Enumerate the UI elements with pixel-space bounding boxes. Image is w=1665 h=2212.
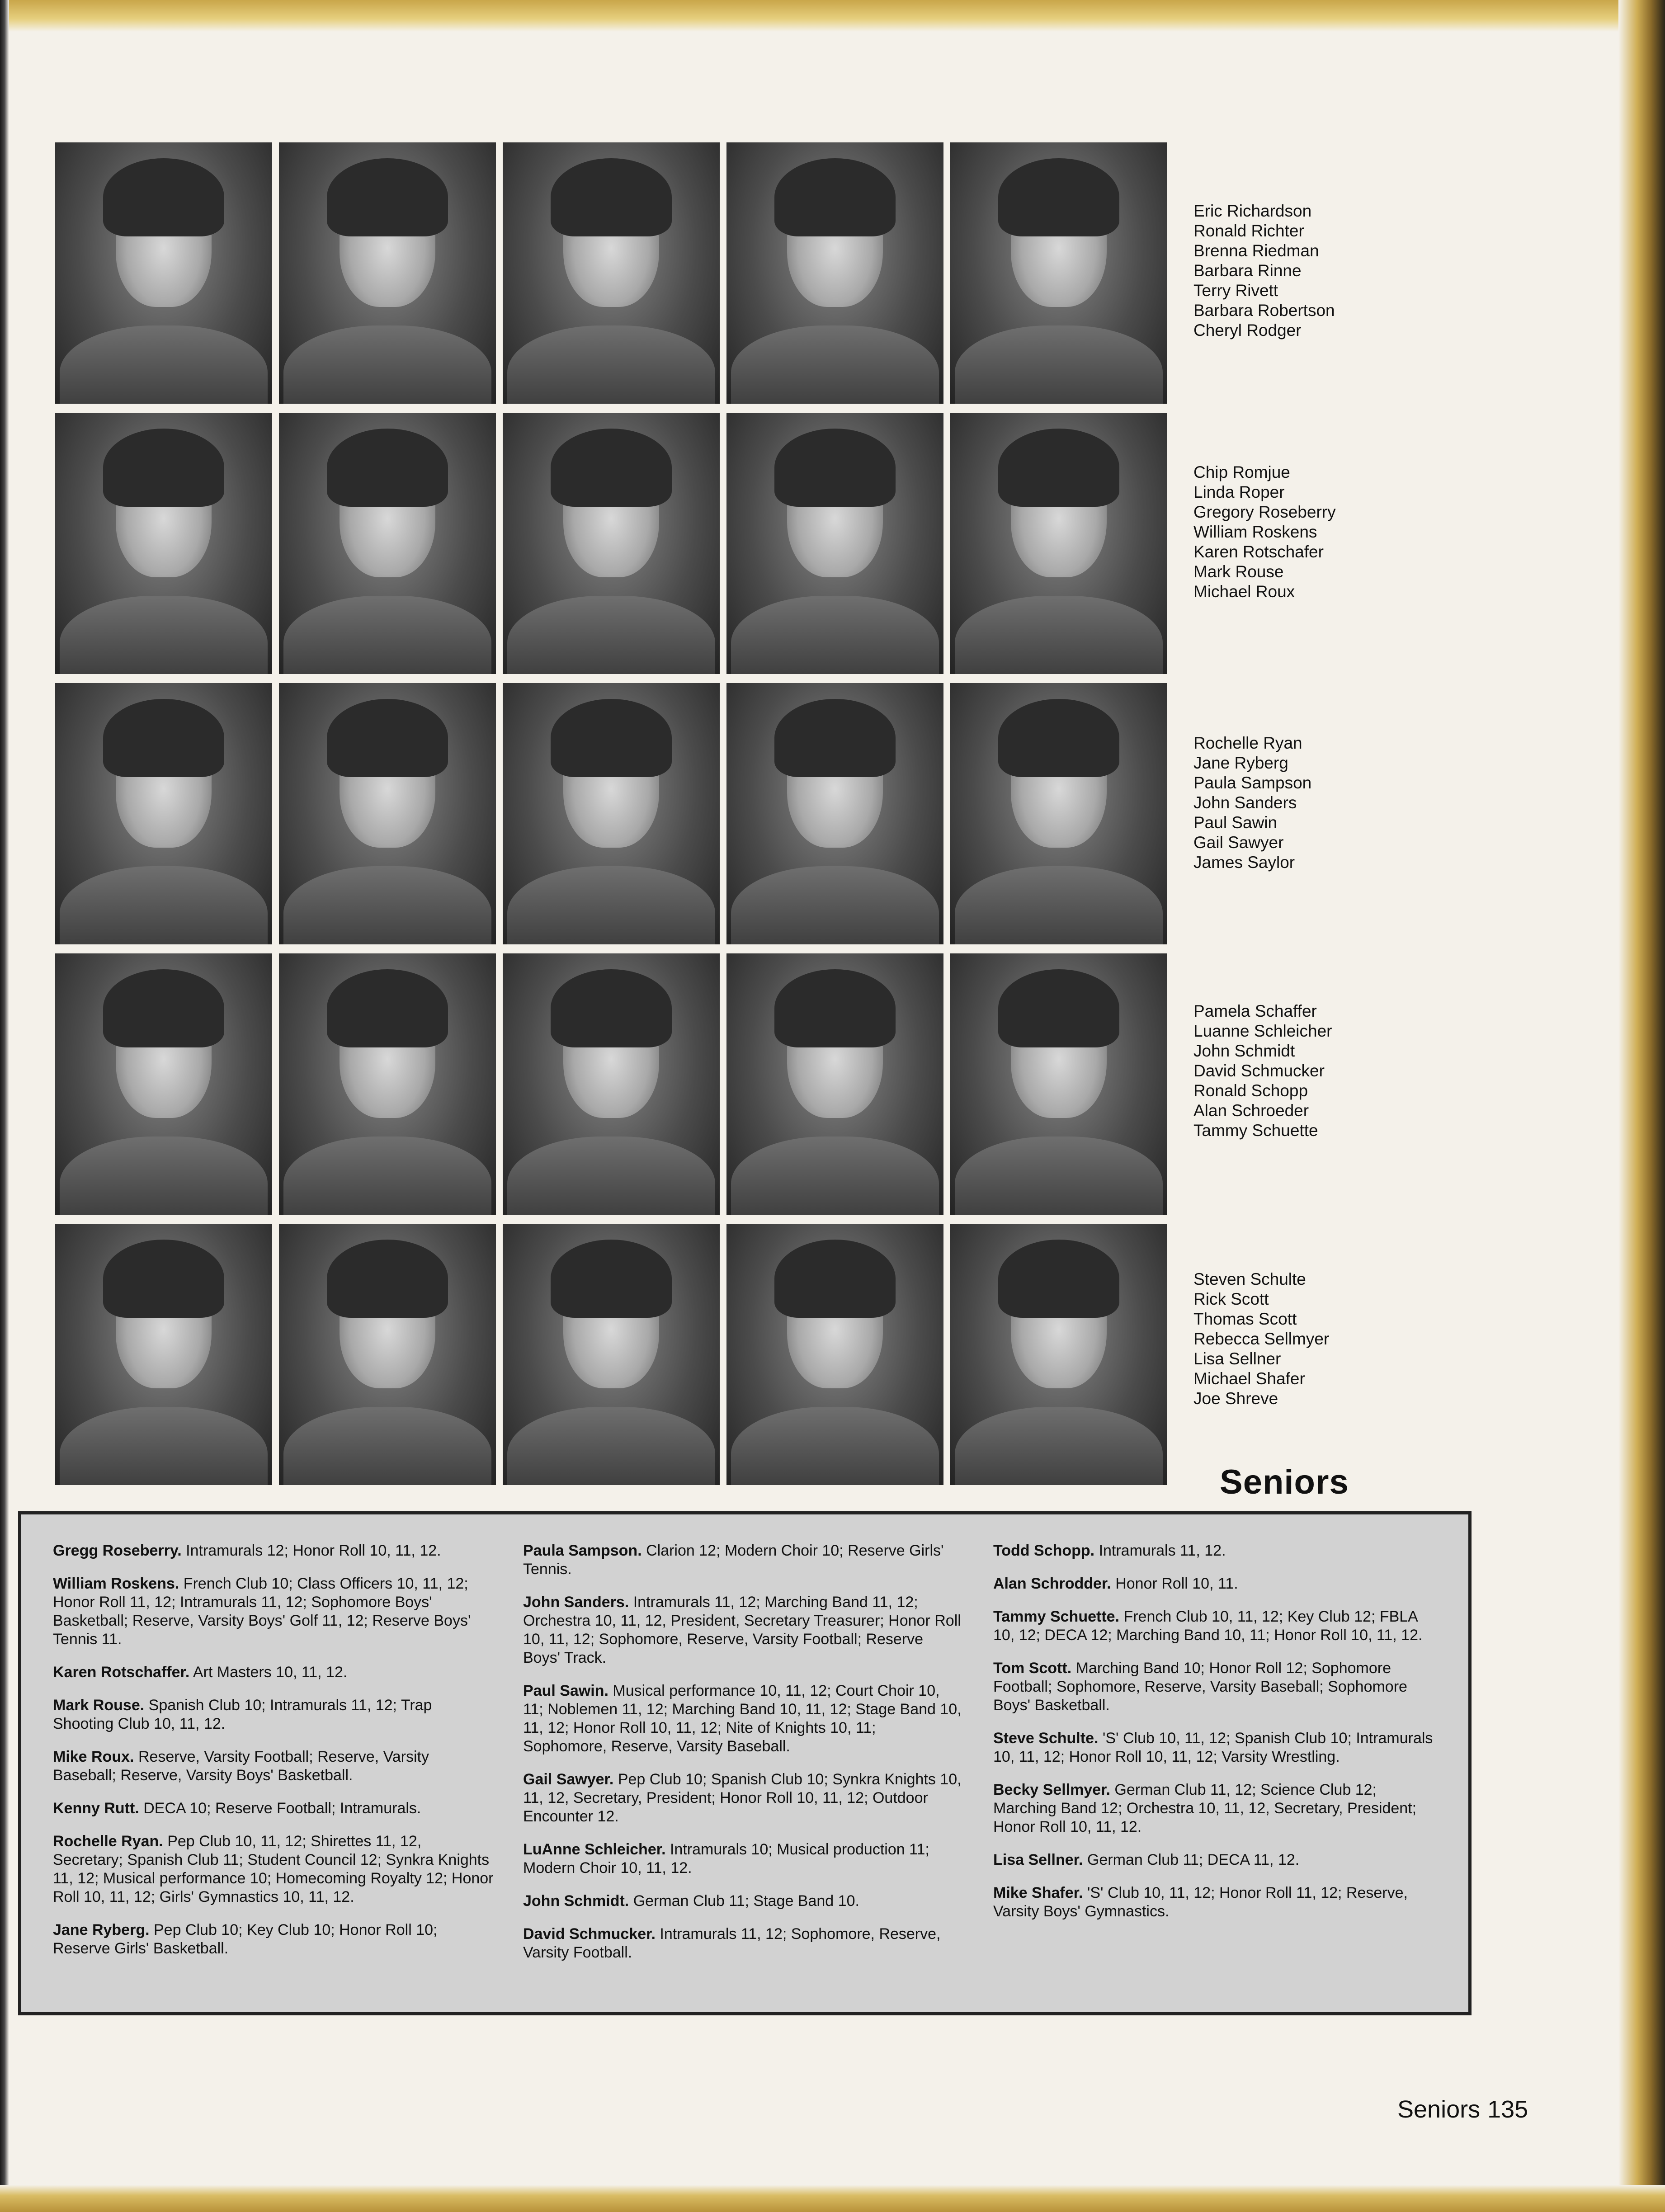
bio-entry: [993, 1729, 1434, 1766]
portrait-hair: [103, 158, 225, 236]
portrait-hair: [103, 699, 225, 777]
page-footer: [1390, 2095, 1528, 2123]
portrait-shoulders: [283, 866, 492, 944]
portrait-shoulders: [60, 596, 268, 674]
name-item: Cheryl Rodger: [1193, 321, 1302, 340]
bio-text: Honor Roll 10, 11.: [1115, 1575, 1238, 1592]
portrait-photo: [950, 953, 1167, 1215]
portrait-photo: [950, 1224, 1167, 1485]
portrait-photo: [950, 142, 1167, 404]
name-item: Lisa Sellner: [1193, 1349, 1281, 1368]
bio-entry: [993, 1884, 1434, 1921]
bio-name: Mike Shafer.: [993, 1884, 1083, 1901]
portrait-shoulders: [60, 1137, 268, 1215]
portrait-photo: [726, 413, 943, 674]
bio-name: Kenny Rutt.: [53, 1800, 139, 1817]
bio-entry: [993, 1575, 1434, 1593]
bio-entry: [53, 1663, 494, 1682]
name-item: John Sanders: [1193, 793, 1297, 812]
name-item: Rick Scott: [1193, 1290, 1269, 1308]
portrait-hair: [551, 158, 672, 236]
portrait-photo: [55, 1224, 272, 1485]
name-list-row-4: [1193, 1001, 1465, 1141]
portrait-grid: [55, 142, 1167, 1485]
bio-entry: [993, 1608, 1434, 1645]
portrait-hair: [774, 699, 896, 777]
portrait-hair: [998, 699, 1120, 777]
portrait-photo: [503, 953, 720, 1215]
bio-text: German Club 11, 12; Science Club 12; Marching Band 12; Orchestra 10, 11, 12, Secretary, President; Honor Roll 10, 11, 12.: [993, 1781, 1417, 1835]
bio-name: David Schmucker.: [523, 1925, 656, 1943]
name-item: Linda Roper: [1193, 483, 1285, 501]
portrait-hair: [327, 429, 448, 507]
portrait-photo: [726, 953, 943, 1215]
portrait-shoulders: [283, 1407, 492, 1485]
bio-name: Paula Sampson.: [523, 1542, 642, 1559]
portrait-shoulders: [60, 866, 268, 944]
name-item: Paula Sampson: [1193, 773, 1312, 792]
bio-entry: [523, 1925, 964, 1962]
portrait-shoulders: [283, 1137, 492, 1215]
name-item: Pamela Schaffer: [1193, 1002, 1317, 1020]
page-top-edge: [0, 0, 1665, 32]
portrait-photo: [279, 953, 496, 1215]
bio-entry: [53, 1748, 494, 1785]
portrait-hair: [327, 699, 448, 777]
bio-entry: [53, 1799, 494, 1818]
bio-text: Intramurals 11, 12; Sophomore, Reserve, Varsity Football.: [523, 1925, 941, 1961]
portrait-shoulders: [283, 325, 492, 404]
name-item: Gail Sawyer: [1193, 833, 1284, 852]
portrait-shoulders: [955, 596, 1163, 674]
name-item: Rochelle Ryan: [1193, 734, 1302, 752]
name-item: William Roskens: [1193, 523, 1317, 541]
name-item: Eric Richardson: [1193, 202, 1312, 220]
portrait-photo: [503, 142, 720, 404]
bio-column-3: [993, 1542, 1434, 1935]
portrait-hair: [327, 1240, 448, 1318]
portrait-hair: [103, 969, 225, 1047]
bio-text: 'S' Club 10, 11, 12; Honor Roll 11, 12; Reserve, Varsity Boys' Gymnastics.: [993, 1884, 1408, 1920]
portrait-shoulders: [731, 866, 939, 944]
portrait-shoulders: [60, 1407, 268, 1485]
portrait-photo: [55, 683, 272, 944]
name-item: Jane Ryberg: [1193, 754, 1288, 772]
portrait-photo: [950, 683, 1167, 944]
name-list-row-1: [1193, 201, 1465, 340]
bio-entry: [993, 1542, 1434, 1560]
portrait-photo: [279, 1224, 496, 1485]
portrait-shoulders: [507, 866, 716, 944]
portrait-hair: [551, 429, 672, 507]
bio-name: Mark Rouse.: [53, 1697, 145, 1714]
portrait-hair: [998, 969, 1120, 1047]
portrait-hair: [551, 969, 672, 1047]
portrait-photo: [503, 413, 720, 674]
name-item: Joe Shreve: [1193, 1389, 1278, 1408]
bio-name: LuAnne Schleicher.: [523, 1841, 666, 1858]
bio-name: Karen Rotschaffer.: [53, 1664, 190, 1681]
bio-text: 'S' Club 10, 11, 12; Spanish Club 10; Intramurals 10, 11, 12; Honor Roll 10, 11, 12; Varsity Wrestling.: [993, 1730, 1433, 1765]
portrait-hair: [998, 158, 1120, 236]
bio-name: Alan Schrodder.: [993, 1575, 1111, 1592]
portrait-hair: [774, 429, 896, 507]
bio-text: Pep Club 10; Key Club 10; Honor Roll 10; Reserve Girls' Basketball.: [53, 1921, 438, 1957]
section-heading: Seniors: [1220, 1463, 1349, 1501]
bio-name: Steve Schulte.: [993, 1730, 1099, 1747]
bio-name: John Sanders.: [523, 1594, 629, 1611]
bio-text: French Club 10, 11, 12; Key Club 12; FBLA 10, 12; DECA 12; Marching Band 10, 11; Honor Roll 10, 11, 12.: [993, 1608, 1423, 1644]
name-list-row-5: [1193, 1269, 1465, 1409]
name-list-row-2: [1193, 462, 1465, 602]
bio-name: Rochelle Ryan.: [53, 1833, 163, 1850]
portrait-shoulders: [731, 1407, 939, 1485]
portrait-hair: [998, 429, 1120, 507]
portrait-photo: [726, 683, 943, 944]
bio-text: Pep Club 10, 11, 12; Shirettes 11, 12, Secretary; Spanish Club 11; Student Council 12; Synkra Knights 11, 12; Musical performance 10; Homecoming Royalty 12; Honor Roll 10, 11, 12; Girls' Gymnastics 10, 11, 12.: [53, 1833, 494, 1905]
bio-text: Clarion 12; Modern Choir 10; Reserve Girls' Tennis.: [523, 1542, 944, 1578]
name-list-row-3: [1193, 733, 1465, 873]
bio-entry: [53, 1542, 494, 1560]
portrait-photo: [55, 413, 272, 674]
bio-text: German Club 11; Stage Band 10.: [633, 1892, 859, 1910]
bio-entry: [523, 1892, 964, 1910]
bio-column-1: [53, 1542, 494, 1972]
portrait-shoulders: [507, 325, 716, 404]
bio-text: Intramurals 10; Musical production 11; Modern Choir 10, 11, 12.: [523, 1841, 929, 1877]
bio-name: John Schmidt.: [523, 1892, 629, 1910]
name-item: Mark Rouse: [1193, 562, 1284, 581]
bio-entry: [523, 1542, 964, 1579]
bio-text: German Club 11; DECA 11, 12.: [1087, 1851, 1300, 1868]
bio-column-2: [523, 1542, 964, 1976]
page-left-edge: [0, 0, 9, 2212]
bio-entry: [53, 1575, 494, 1649]
page-bottom-edge: [0, 2185, 1665, 2212]
name-item: Brenna Riedman: [1193, 241, 1319, 260]
portrait-shoulders: [955, 1407, 1163, 1485]
name-item: Karen Rotschafer: [1193, 542, 1324, 561]
portrait-shoulders: [955, 325, 1163, 404]
portrait-hair: [998, 1240, 1120, 1318]
bio-name: Tammy Schuette.: [993, 1608, 1120, 1625]
portrait-shoulders: [955, 866, 1163, 944]
bio-box: [18, 1511, 1472, 2015]
bio-text: Marching Band 10; Honor Roll 12; Sophomore Football; Sophomore, Reserve, Varsity Baseball; Sophomore Boys' Basketball.: [993, 1660, 1407, 1714]
bio-entry: [523, 1840, 964, 1877]
portrait-hair: [774, 1240, 896, 1318]
name-item: Paul Sawin: [1193, 813, 1278, 832]
portrait-photo: [950, 413, 1167, 674]
bio-text: Reserve, Varsity Football; Reserve, Varsity Baseball; Reserve, Varsity Boys' Basketball.: [53, 1748, 429, 1784]
name-item: Michael Roux: [1193, 582, 1295, 601]
bio-name: Mike Roux.: [53, 1748, 134, 1765]
footer-section: Seniors: [1397, 2096, 1481, 2123]
page-binding-edge: [1618, 0, 1665, 2212]
portrait-hair: [774, 969, 896, 1047]
bio-text: Musical performance 10, 11, 12; Court Choir 10, 11; Noblemen 11, 12; Marching Band 10, 11, 12; Stage Band 10, 11, 12; Honor Roll 10, 11, 12; Nite of Knights 10, 11; Sophomore, Reserve, Varsity Baseball.: [523, 1682, 962, 1755]
page-number: 135: [1487, 2096, 1528, 2123]
name-item: Barbara Rinne: [1193, 261, 1302, 280]
bio-entry: [523, 1682, 964, 1756]
bio-name: Tom Scott.: [993, 1660, 1072, 1677]
name-item: Thomas Scott: [1193, 1310, 1297, 1328]
bio-text: Art Masters 10, 11, 12.: [193, 1664, 348, 1681]
name-item: David Schmucker: [1193, 1061, 1325, 1080]
bio-name: Todd Schopp.: [993, 1542, 1095, 1559]
portrait-photo: [503, 683, 720, 944]
name-item: Alan Schroeder: [1193, 1101, 1309, 1120]
portrait-hair: [774, 158, 896, 236]
bio-text: DECA 10; Reserve Football; Intramurals.: [143, 1800, 421, 1817]
name-item: James Saylor: [1193, 853, 1295, 872]
portrait-shoulders: [731, 1137, 939, 1215]
bio-entry: [53, 1921, 494, 1958]
bio-entry: [993, 1781, 1434, 1836]
name-item: Gregory Roseberry: [1193, 503, 1336, 521]
name-item: Luanne Schleicher: [1193, 1022, 1332, 1040]
bio-text: Pep Club 10; Spanish Club 10; Synkra Knights 10, 11, 12, Secretary, President; Honor Roll 10, 11, 12; Outdoor Encounter 12.: [523, 1771, 962, 1825]
portrait-shoulders: [507, 596, 716, 674]
bio-name: Paul Sawin.: [523, 1682, 608, 1699]
bio-text: Spanish Club 10; Intramurals 11, 12; Trap Shooting Club 10, 11, 12.: [53, 1697, 432, 1732]
portrait-shoulders: [60, 325, 268, 404]
bio-name: Lisa Sellner.: [993, 1851, 1083, 1868]
bio-entry: [993, 1851, 1434, 1869]
portrait-photo: [726, 142, 943, 404]
name-item: Barbara Robertson: [1193, 301, 1335, 320]
portrait-hair: [551, 699, 672, 777]
portrait-photo: [503, 1224, 720, 1485]
bio-name: William Roskens.: [53, 1575, 179, 1592]
bio-entry: [993, 1659, 1434, 1715]
name-item: Michael Shafer: [1193, 1369, 1305, 1388]
portrait-hair: [327, 969, 448, 1047]
bio-name: Becky Sellmyer.: [993, 1781, 1110, 1798]
portrait-hair: [551, 1240, 672, 1318]
name-item: Ronald Richter: [1193, 222, 1304, 240]
name-item: Ronald Schopp: [1193, 1081, 1308, 1100]
name-item: Chip Romjue: [1193, 463, 1290, 481]
name-item: Terry Rivett: [1193, 281, 1278, 300]
portrait-shoulders: [731, 325, 939, 404]
bio-text: Intramurals 11, 12; Marching Band 11, 12; Orchestra 10, 11, 12, President, Secretary Treasurer; Honor Roll 10, 11, 12; Sophomore, Reserve, Varsity Football; Reserve Boys' Track.: [523, 1594, 961, 1666]
bio-name: Gail Sawyer.: [523, 1771, 614, 1788]
portrait-shoulders: [507, 1407, 716, 1485]
portrait-photo: [55, 953, 272, 1215]
portrait-hair: [103, 1240, 225, 1318]
portrait-shoulders: [955, 1137, 1163, 1215]
bio-entry: [523, 1593, 964, 1667]
name-item: John Schmidt: [1193, 1042, 1295, 1060]
name-item: Rebecca Sellmyer: [1193, 1330, 1330, 1348]
portrait-shoulders: [283, 596, 492, 674]
bio-entry: [53, 1696, 494, 1733]
name-item: Tammy Schuette: [1193, 1121, 1318, 1140]
portrait-photo: [726, 1224, 943, 1485]
portrait-shoulders: [731, 596, 939, 674]
portrait-hair: [103, 429, 225, 507]
bio-text: French Club 10; Class Officers 10, 11, 12; Honor Roll 11, 12; Intramurals 11, 12; Sophomore Boys' Basketball; Reserve, Varsity Boys' Golf 11, 12; Reserve Boys' Tennis 11.: [53, 1575, 471, 1648]
bio-text: Intramurals 12; Honor Roll 10, 11, 12.: [186, 1542, 441, 1559]
bio-entry: [523, 1770, 964, 1826]
portrait-hair: [327, 158, 448, 236]
portrait-photo: [279, 413, 496, 674]
portrait-shoulders: [507, 1137, 716, 1215]
portrait-photo: [279, 142, 496, 404]
portrait-photo: [279, 683, 496, 944]
portrait-photo: [55, 142, 272, 404]
name-item: Steven Schulte: [1193, 1270, 1306, 1288]
bio-entry: [53, 1832, 494, 1906]
bio-name: Gregg Roseberry.: [53, 1542, 182, 1559]
bio-name: Jane Ryberg.: [53, 1921, 150, 1938]
bio-text: Intramurals 11, 12.: [1099, 1542, 1226, 1559]
